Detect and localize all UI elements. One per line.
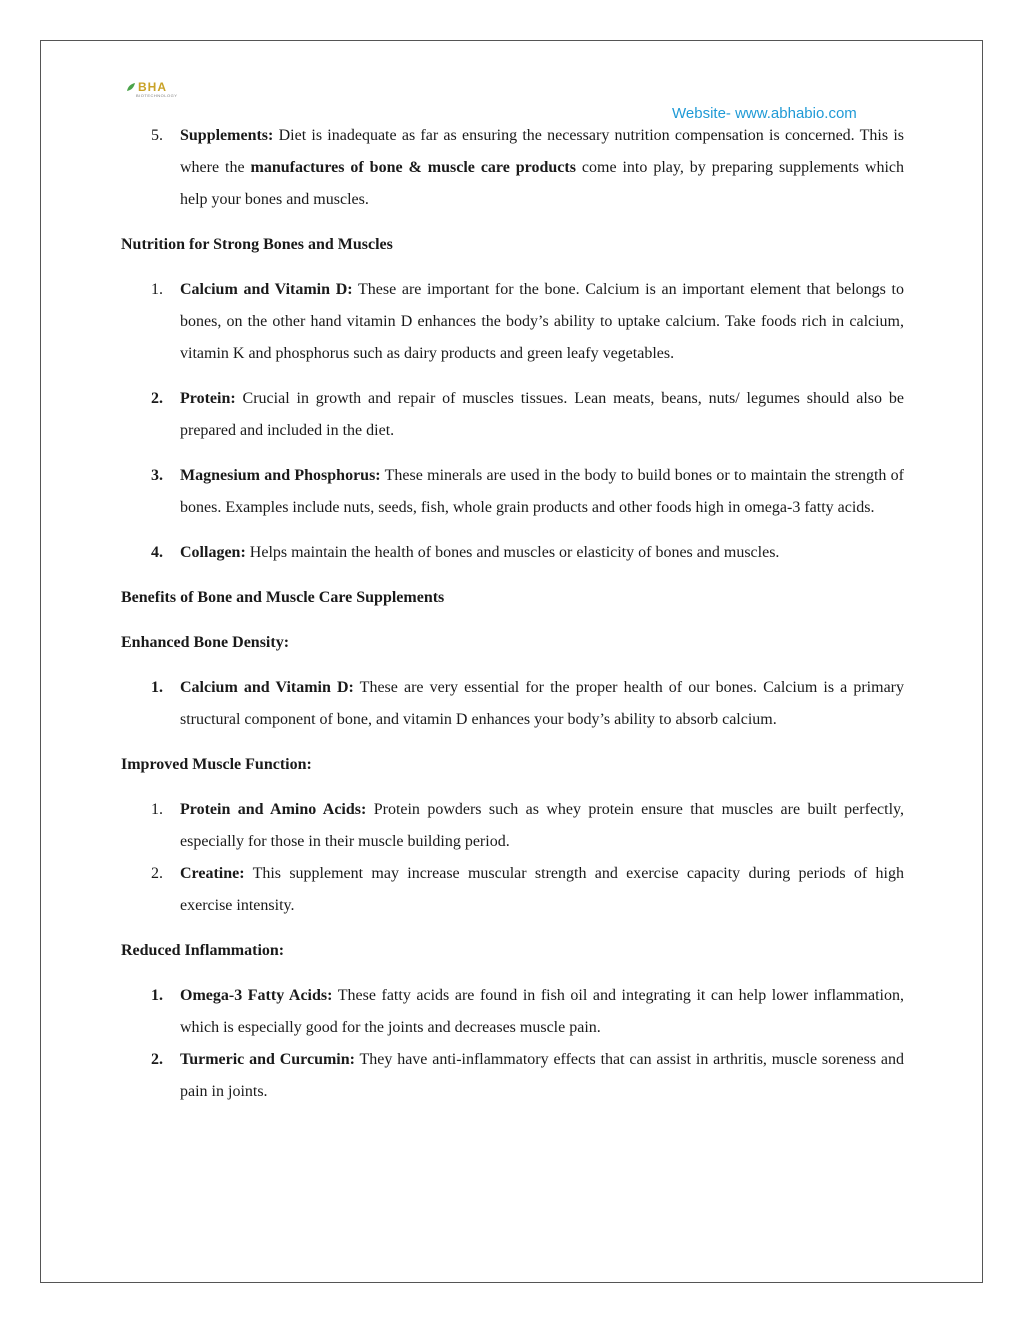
- list-number: 1.: [151, 679, 163, 696]
- item-title: Calcium and Vitamin D:: [180, 281, 353, 298]
- section-heading: Nutrition for Strong Bones and Muscles: [121, 236, 393, 253]
- list-item: [121, 980, 904, 1044]
- subsection-heading: Improved Muscle Function:: [121, 756, 312, 773]
- list-number: 1.: [151, 281, 163, 298]
- list-number: 2.: [151, 390, 163, 407]
- list-number: 3.: [151, 467, 163, 484]
- list-item: [121, 672, 904, 736]
- list-item: [121, 794, 904, 858]
- item-title: Supplements:: [180, 127, 274, 144]
- list-item: [121, 274, 904, 370]
- subsection-heading: Reduced Inflammation:: [121, 942, 285, 959]
- list-number: 1.: [151, 801, 163, 818]
- item-text: Helps maintain the health of bones and muscles or elasticity of bones and muscles.: [245, 544, 780, 561]
- item-text: These minerals are used in the body to build bones or to maintain the strength of bones. Examples include nuts, seeds, fish, whole grain products and other foods high in omega-3 fatty acids.: [180, 467, 905, 516]
- list-item: [121, 858, 904, 922]
- item-text: This supplement may increase muscular strength and exercise capacity during periods of high exercise intensity.: [180, 865, 904, 914]
- item-title: Omega-3 Fatty Acids:: [180, 987, 333, 1004]
- item-title: Creatine:: [180, 865, 245, 882]
- item-text: Crucial in growth and repair of muscles tissues. Lean meats, beans, nuts/ legumes should also be prepared and included in the diet.: [180, 390, 904, 439]
- item-title: Protein and Amino Acids:: [180, 801, 367, 818]
- item-title: Calcium and Vitamin D:: [180, 679, 354, 696]
- list-item: [121, 460, 904, 524]
- website-link[interactable]: Website- www.abhabio.com: [672, 105, 857, 122]
- item-text: Protein powders such as whey protein ensure that muscles are built perfectly, especially for those in their muscle building period.: [180, 801, 904, 850]
- item-bold-phrase: manufactures of bone & muscle care products: [250, 159, 576, 176]
- list-number: 4.: [151, 544, 163, 561]
- item-text: They have anti-inflammatory effects that can assist in arthritis, muscle soreness and pain in joints.: [180, 1051, 905, 1100]
- document-body: [121, 120, 904, 1108]
- list-item: [121, 537, 904, 569]
- item-title: Protein:: [180, 390, 236, 407]
- list-number: 1.: [151, 987, 163, 1004]
- item-text: These are very essential for the proper health of our bones. Calcium is a primary structural component of bone, and vitamin D enhances your body’s ability to absorb calcium.: [180, 679, 904, 728]
- subsection-heading: Enhanced Bone Density:: [121, 634, 290, 651]
- item-title: Collagen:: [180, 544, 246, 561]
- company-logo: [126, 80, 182, 102]
- logo-subtext: BIOTECHNOLOGY: [136, 93, 178, 98]
- item-text: come into play, by preparing supplements which help your bones and muscles.: [180, 159, 904, 208]
- item-text: These are important for the bone. Calcium is an important element that belongs to bones, on the other hand vitamin D enhances the body’s ability to uptake calcium. Take foods rich in calcium, vitamin K and phosphorus such as dairy products and green leafy vegetables.: [180, 281, 904, 362]
- list-number: 2.: [151, 1051, 163, 1068]
- list-item: [121, 383, 904, 447]
- list-number: 2.: [151, 865, 163, 882]
- list-item-supplements: [121, 120, 904, 216]
- item-title: Turmeric and Curcumin:: [180, 1051, 355, 1068]
- item-text: These fatty acids are found in fish oil and integrating it can help lower inflammation, which is especially good for the joints and decreases muscle pain.: [180, 987, 904, 1036]
- logo-text: BHA: [138, 80, 167, 94]
- leaf-icon: [126, 82, 136, 92]
- section-heading: Benefits of Bone and Muscle Care Supplements: [121, 589, 445, 606]
- list-number: 5.: [151, 127, 163, 144]
- list-item: [121, 1044, 904, 1108]
- item-text: Diet is inadequate as far as ensuring the necessary nutrition compensation is concerned. This is where the: [180, 127, 904, 176]
- item-title: Magnesium and Phosphorus:: [180, 467, 381, 484]
